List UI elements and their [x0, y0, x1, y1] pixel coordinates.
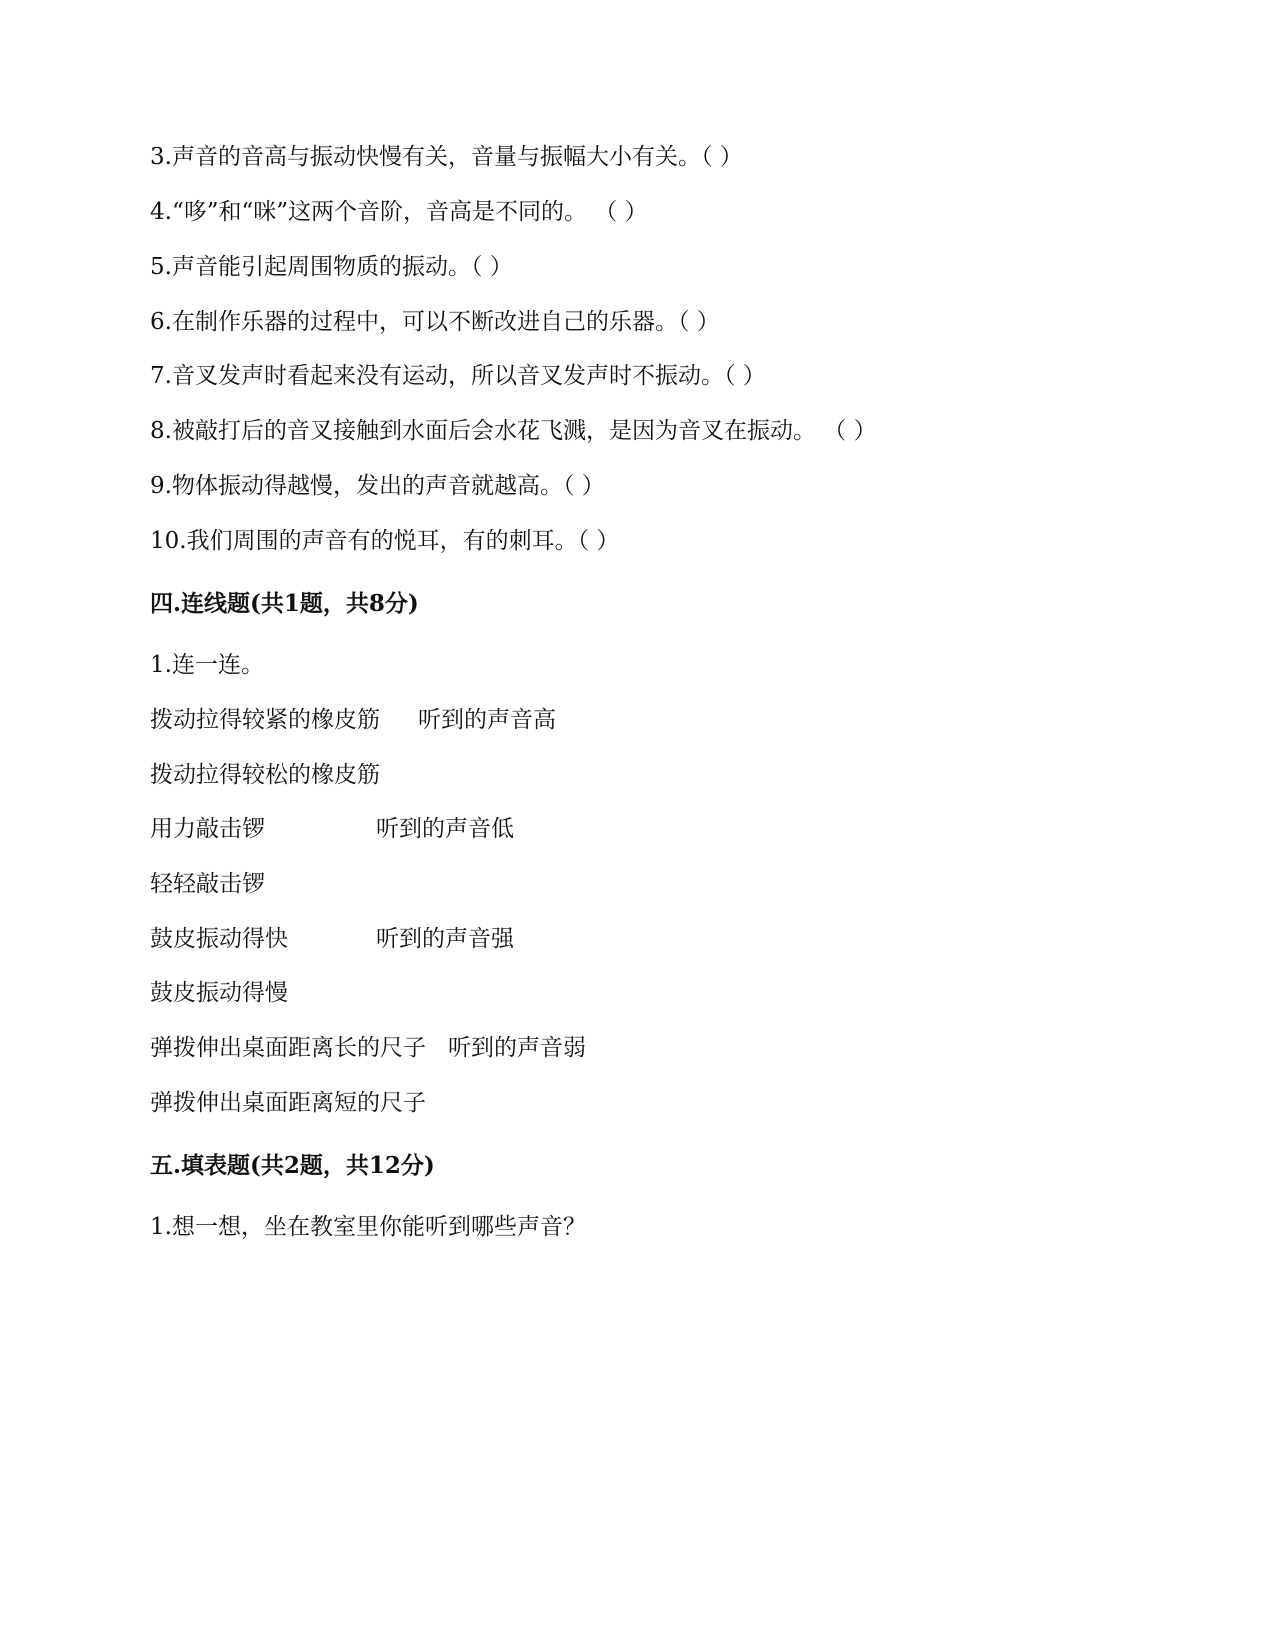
judge-item-8: 8.被敲打后的音叉接触到水面后会水花飞溅，是因为音叉在振动。 （ ） — [150, 418, 877, 444]
section-4-question: 1.连一连。 — [150, 652, 264, 678]
judge-item-4: 4.“哆”和“咪”这两个音阶，音高是不同的。 （ ） — [150, 199, 648, 225]
match-left-item: 拨动拉得较紧的橡皮筋 — [150, 707, 380, 733]
judge-item-3: 3.声音的音高与振动快慢有关，音量与振幅大小有关。（ ） — [150, 144, 743, 170]
section-4-heading: 四.连线题(共1题，共8分) — [150, 590, 419, 617]
match-left-item: 用力敲击锣 — [150, 816, 265, 842]
judge-item-9: 9.物体振动得越慢，发出的声音就越高。（ ） — [150, 473, 605, 499]
match-right-item: 听到的声音低 — [376, 816, 514, 842]
match-left-item: 鼓皮振动得快 — [150, 926, 288, 952]
match-right-item: 听到的声音弱 — [448, 1035, 586, 1061]
judge-item-10: 10.我们周围的声音有的悦耳，有的刺耳。（ ） — [150, 528, 620, 554]
match-right-item: 听到的声音高 — [418, 707, 556, 733]
judge-item-6: 6.在制作乐器的过程中，可以不断改进自己的乐器。（ ） — [150, 309, 720, 335]
match-left-item: 弹拨伸出桌面距离长的尺子 — [150, 1035, 426, 1061]
match-right-item: 听到的声音强 — [376, 926, 514, 952]
judge-item-7: 7.音叉发声时看起来没有运动，所以音叉发声时不振动。（ ） — [150, 363, 766, 389]
match-left-item: 轻轻敲击锣 — [150, 871, 265, 897]
judge-item-5: 5.声音能引起周围物质的振动。（ ） — [150, 254, 513, 280]
match-left-item: 鼓皮振动得慢 — [150, 980, 288, 1006]
section-5-question: 1.想一想，坐在教室里你能听到哪些声音？ — [150, 1214, 586, 1240]
section-5-heading: 五.填表题(共2题，共12分) — [150, 1152, 435, 1179]
match-left-item: 弹拨伸出桌面距离短的尺子 — [150, 1090, 426, 1116]
match-left-item: 拨动拉得较松的橡皮筋 — [150, 762, 380, 788]
